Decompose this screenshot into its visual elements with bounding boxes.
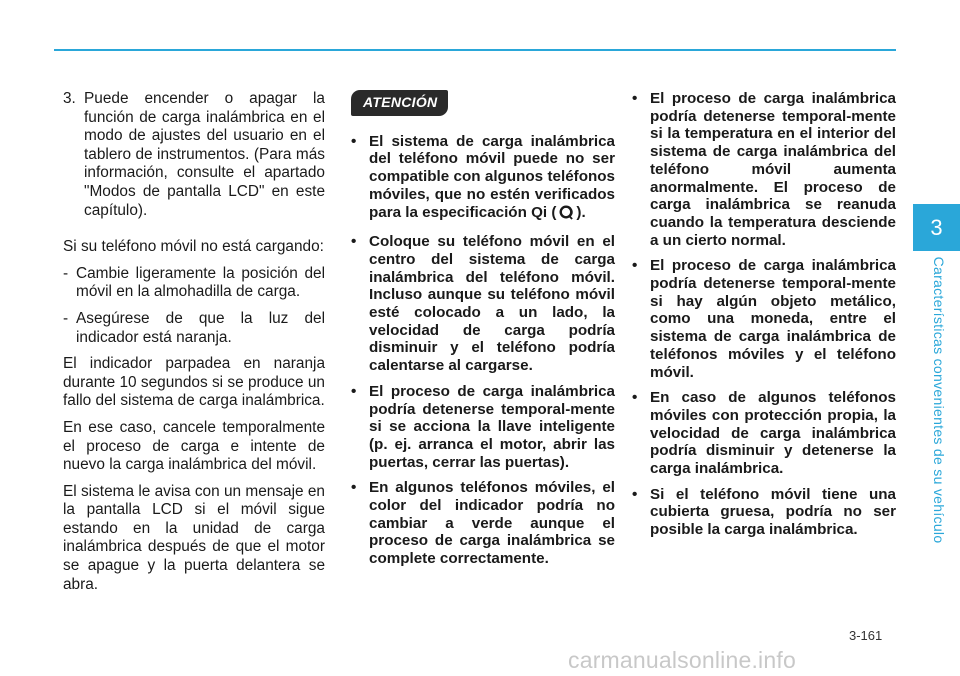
paragraph: En ese caso, cancele temporalmente el proceso de carga e intente de nuevo la carga inalámbrica del móvil. [63, 418, 325, 474]
paragraph: El sistema le avisa con un mensaje en la pantalla LCD si el móvil sigue estando en la unidad de carga inalámbrica después de que el motor se apague y la puerta delantera se abra. [63, 482, 325, 593]
tip-item [63, 310, 325, 347]
attention-item [351, 383, 615, 472]
bullet: • [351, 479, 357, 497]
not-charging-intro: Si su teléfono móvil no está cargando: [63, 238, 324, 256]
attention-column [351, 90, 615, 576]
bullet: • [632, 485, 638, 503]
tip-text: Asegúrese de que la luz del indicador está naranja. [76, 309, 325, 346]
attention-column-continued [632, 90, 896, 547]
chapter-tab: 3 [913, 204, 960, 251]
qi-text-before: El sistema de carga inalámbrica del teléfono móvil puede no ser compatible con algunos teléfonos móviles, que no estén verificados para la especificación Qi ( [369, 132, 615, 221]
left-column [63, 90, 325, 602]
step-number: 3. [63, 90, 76, 107]
step-3 [63, 90, 325, 220]
attention-item [351, 233, 615, 375]
bullet: • [351, 132, 357, 150]
attention-item-text [369, 133, 615, 226]
step-text: Puede encender o apagar la función de carga inalámbrica en el modo de ajustes del usuario en el tablero de instrumentos. (Para más información, consulte el apartado "Modos de pantalla LCD" en este capítulo). [84, 90, 325, 219]
attention-item-text: El proceso de carga inalámbrica podría detenerse temporal-mente si hay algún objeto metálico, como una moneda, entre el sistema de carga inalámbrica de teléfonos móviles y el teléfono móvil. [650, 257, 896, 381]
tip-text: Cambie ligeramente la posición del móvil en la almohadilla de carga. [76, 264, 325, 301]
qi-text-after: ). [576, 203, 586, 221]
tip-marker: - [63, 309, 69, 327]
attention-item [632, 90, 896, 249]
qi-logo-icon [558, 204, 574, 226]
header-rule [54, 49, 896, 51]
tip-marker: - [63, 264, 69, 282]
attention-item [632, 389, 896, 478]
attention-item-text: Coloque su teléfono móvil en el centro del sistema de carga inalámbrica del teléfono móvil. Incluso aunque su teléfono móvil esté colocado a un lado, la velocidad de carga podría disminuir y el teléfono podría calentarse al cargarse. [369, 233, 615, 375]
attention-item [632, 486, 896, 539]
tip-item [63, 265, 325, 302]
attention-label: ATENCIÓN [351, 90, 448, 116]
attention-item [632, 257, 896, 381]
attention-item-text: El proceso de carga inalámbrica podría detenerse temporal-mente si la temperatura en el interior del sistema de carga inalámbrica del teléfono móvil aumenta anormalmente. El proceso de carga inalámbrica se reanuda cuando la temperatura desciende a un cierto normal. [650, 90, 896, 249]
bullet: • [632, 257, 638, 275]
bullet: • [632, 389, 638, 407]
page-number: 3-161 [849, 628, 883, 643]
attention-item-text: El proceso de carga inalámbrica podría detenerse temporal-mente si se acciona la llave inteligente (p. ej. arranca el motor, abrir las puertas, cerrar las puertas). [369, 382, 615, 471]
attention-item-text: En algunos teléfonos móviles, el color del indicador podría no cambiar a verde aunque el proceso de carga inalámbrica se complete correctamente. [369, 479, 615, 568]
attention-item-text: En caso de algunos teléfonos móviles con protección propia, la velocidad de carga inalámbrica podría disminuir y detenerse la carga inalámbrica. [650, 389, 896, 478]
attention-item-text: Si el teléfono móvil tiene una cubierta gruesa, podría no ser posible la carga inalámbrica. [650, 485, 896, 539]
attention-item [351, 479, 615, 568]
bullet: • [351, 382, 357, 400]
attention-item [351, 133, 615, 226]
paragraph: El indicador parpadea en naranja durante 10 segundos si se produce un fallo del sistema de carga inalámbrica. [63, 355, 325, 410]
bullet: • [351, 233, 357, 251]
watermark: carmanualsonline.info [568, 647, 796, 673]
chapter-title: Características convenientes de su vehículo [931, 256, 947, 544]
bullet: • [632, 90, 638, 107]
